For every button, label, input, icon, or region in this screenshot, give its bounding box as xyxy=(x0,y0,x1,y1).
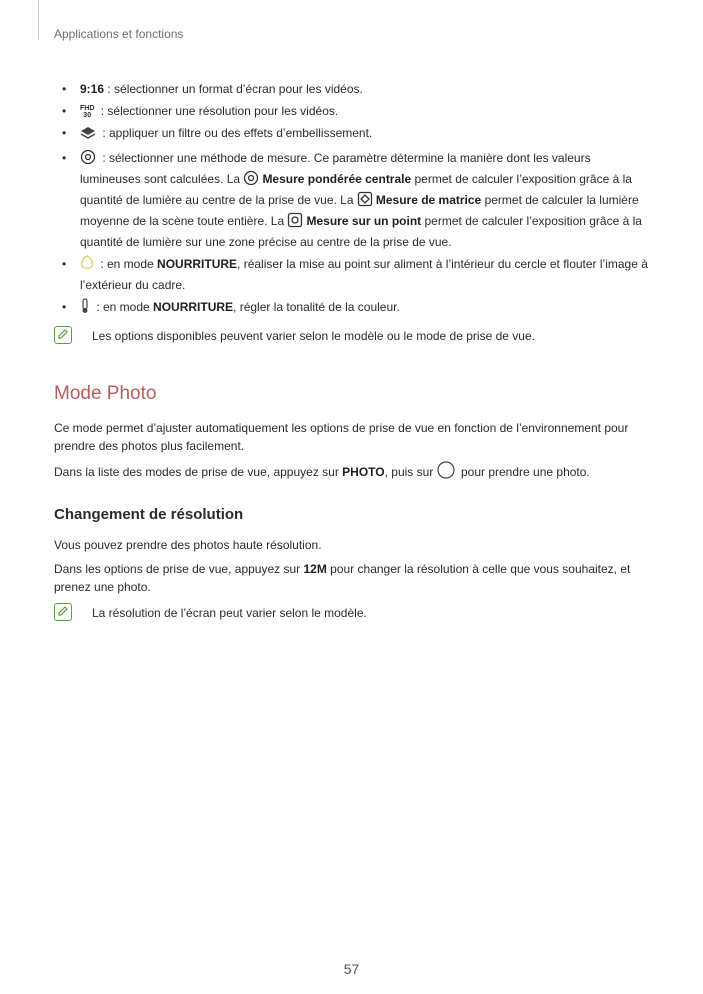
matrix-icon xyxy=(357,191,373,212)
note-pencil-icon xyxy=(54,326,72,344)
page-content xyxy=(54,80,654,626)
fhd-resolution-icon: FHD 30 xyxy=(80,105,95,119)
list-item-metering: • : sélectionner une méthode de mesure. Ce paramètre détermine la manière dont les valeurs lumineuses sont calculées. La Mesure pondérée centrale permet de calculer l’exposition grâce à la quantité de lumière au centre de la prise de vue. La Mesure de matrice permet de calculer la lumière moyenne de la scène toute entière. La Mesure sur un point permet de calculer l’exposition grâce à la quantité de lumière sur une zone précise au centre de la prise de vue. xyxy=(62,151,642,249)
option-list xyxy=(54,80,654,319)
list-item-food-focus: • : en mode NOURRITURE, réaliser la mise au point sur aliment à l’intérieur du cercle et flouter l’image à l’extérieur du cadre. xyxy=(62,257,648,292)
metering-icon xyxy=(80,149,96,170)
food-focus-icon xyxy=(80,255,94,276)
page-number: 57 xyxy=(343,961,360,977)
list-item-food-color: • : en mode NOURRITURE, régler la tonalité de la couleur. xyxy=(54,298,654,319)
section-title-resolution: Changement de résolution xyxy=(54,506,244,523)
resolution-intro: Vous pouvez prendre des photos haute résolution. xyxy=(54,538,322,552)
page-title: Mode Photo xyxy=(54,383,157,404)
header-divider xyxy=(38,0,39,40)
list-item-filter: • : appliquer un filtre ou des effets d’embellissement. xyxy=(54,124,654,145)
thermometer-icon xyxy=(80,298,90,319)
resolution-instructions: Dans les options de prise de vue, appuyez sur 12M pour changer la résolution à celle que vous souhaitez, et prenez une photo. xyxy=(54,562,631,594)
note-pencil-icon xyxy=(54,603,72,621)
note-resolution: La résolution de l’écran peut varier selon le modèle. xyxy=(54,604,654,626)
center-weighted-icon xyxy=(243,170,259,191)
section-header: Applications et fonctions xyxy=(54,27,184,41)
photo-mode-intro: Ce mode permet d’ajuster automatiquement les options de prise de vue en fonction de l’environnement pour prendre des photos plus facilement. xyxy=(54,421,629,453)
spot-icon xyxy=(287,212,303,233)
list-item-resolution: • FHD 30 : sélectionner une résolution pour les vidéos. xyxy=(62,104,339,119)
filter-icon xyxy=(80,126,96,145)
photo-mode-instructions: Dans la liste des modes de prise de vue, appuyez sur PHOTO, puis sur pour prendre une photo. xyxy=(54,461,654,484)
note-options: Les options disponibles peuvent varier selon le modèle ou le mode de prise de vue. xyxy=(54,327,654,349)
list-item-ratio: • 9:16 : sélectionner un format d’écran pour les vidéos. xyxy=(62,82,363,96)
shutter-icon xyxy=(437,461,455,484)
